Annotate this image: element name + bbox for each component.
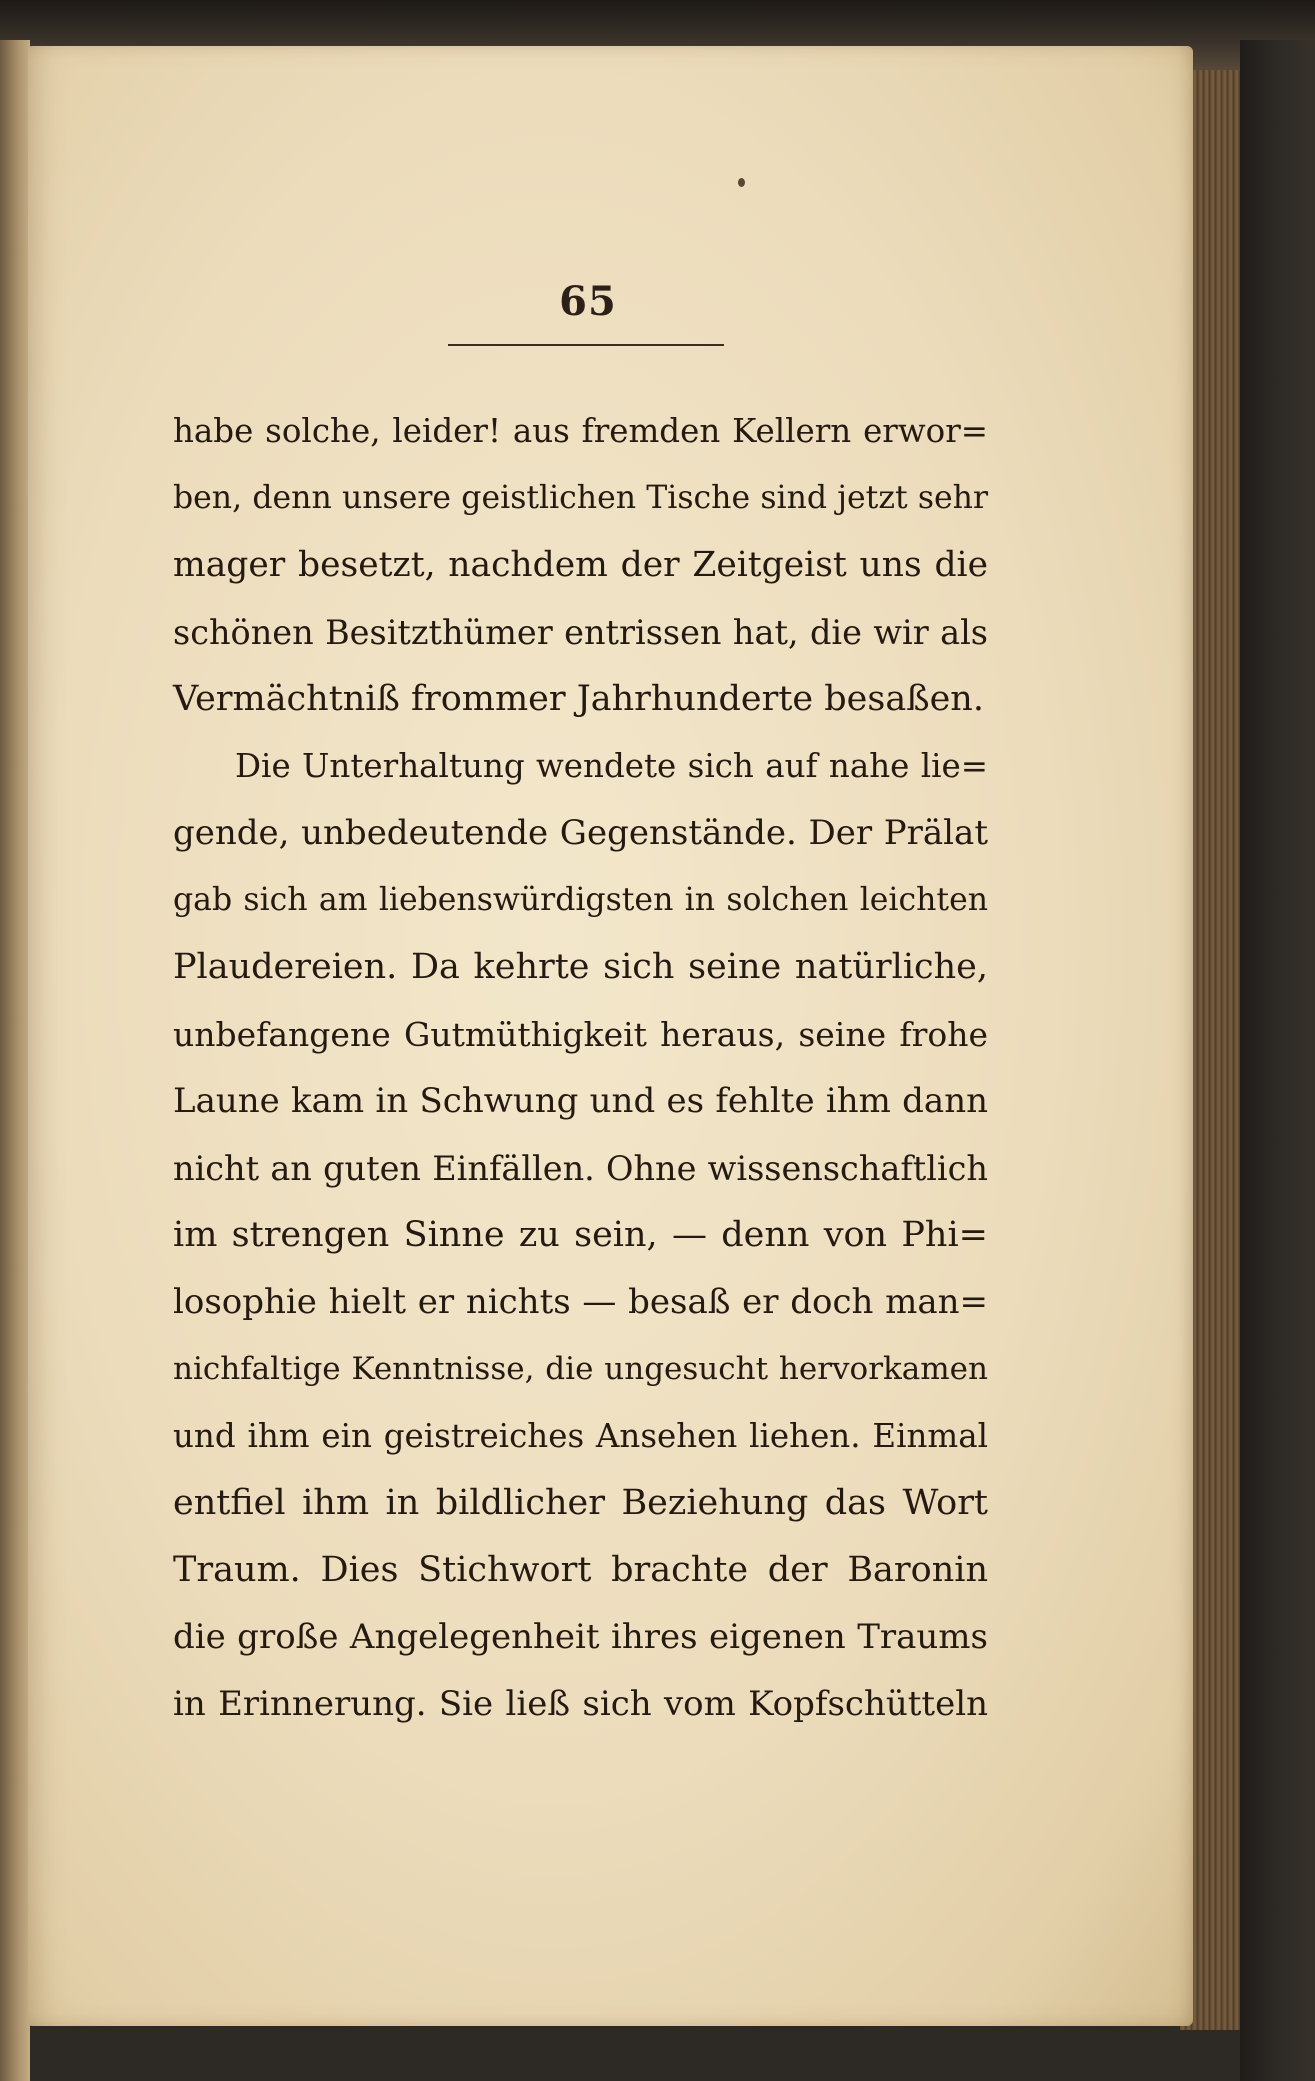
book-page	[28, 46, 1193, 2026]
text-line: losophie hielt er nichts — besaß er doch man=	[173, 1282, 988, 1322]
previous-page-edge	[0, 40, 30, 2081]
text-line: Traum. Dies Stichwort brachte der Baronin	[173, 1550, 988, 1590]
text-line: habe solche, leider! aus fremden Kellern erwor=	[173, 412, 988, 450]
book-cover-edge	[1240, 40, 1315, 2081]
text-line: im strengen Sinne zu sein, — denn von Phi=	[173, 1215, 988, 1255]
text-line: unbefangene Gutmüthigkeit heraus, seine frohe	[173, 1015, 988, 1054]
text-line: in Erinnerung. Sie ließ sich vom Kopfschütteln	[173, 1684, 988, 1724]
text-line: die große Angelegenheit ihres eigenen Traums	[173, 1617, 988, 1657]
text-line: schönen Besitzthümer entrissen hat, die wir als	[173, 613, 988, 652]
body-text	[173, 398, 988, 1738]
text-line: entfiel ihm in bildlicher Beziehung das Wort	[173, 1483, 988, 1523]
text-line: und ihm ein geistreiches Ansehen liehen. Einmal	[173, 1417, 988, 1455]
page-number: 65	[559, 278, 617, 325]
text-line: Plaudereien. Da kehrte sich seine natürliche,	[173, 947, 988, 987]
paper-speck	[738, 178, 745, 187]
header-rule	[448, 344, 724, 346]
text-line: gende, unbedeutende Gegenstände. Der Prälat	[173, 813, 988, 853]
text-line: Vermächtniß frommer Jahrhunderte besaßen.	[173, 679, 984, 719]
text-line: Laune kam in Schwung und es fehlte ihm dann	[173, 1081, 988, 1121]
text-line: mager besetzt, nachdem der Zeitgeist uns die	[173, 545, 988, 585]
text-line: gab sich am liebenswürdigsten in solchen leichten	[173, 882, 988, 918]
text-line: nichfaltige Kenntnisse, die ungesucht hervorkamen	[173, 1351, 988, 1387]
text-line: Die Unterhaltung wendete sich auf nahe lie=	[235, 747, 988, 785]
text-line: nicht an guten Einfällen. Ohne wissenschaftlich	[173, 1149, 988, 1188]
text-line: ben, denn unsere geistlichen Tische sind jetzt sehr	[173, 480, 988, 516]
